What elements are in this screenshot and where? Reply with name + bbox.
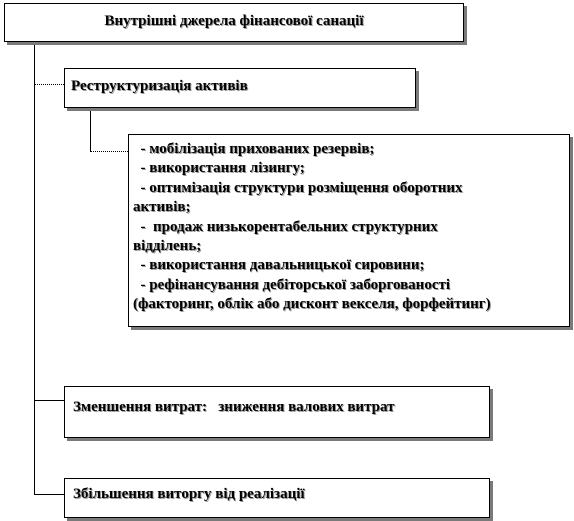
revenue-increase-label: Збільшення виторгу від реалізації xyxy=(73,486,305,502)
measure-line: - рефінансування дебіторської заборгованості xyxy=(133,276,451,293)
revenue-increase-box xyxy=(64,478,490,518)
vertical-connector-restructuring xyxy=(90,108,91,152)
connector-to-restructuring xyxy=(34,84,64,85)
measure-line: активів; xyxy=(133,199,191,216)
connector-to-revenue-increase xyxy=(34,494,64,495)
measure-line: відділень; xyxy=(133,238,202,255)
main-vertical-connector xyxy=(34,42,35,494)
title-box xyxy=(4,3,464,42)
restructuring-label: Реструктуризація активів xyxy=(71,78,248,94)
connector-to-cost-reduction xyxy=(34,400,64,401)
cost-reduction-box xyxy=(64,386,490,438)
cost-reduction-label: Зменшення витрат: зниження валових витрат xyxy=(73,399,395,415)
diagram-title: Внутрішні джерела фінансової санації xyxy=(104,13,364,29)
measure-line: (факторинг, облік або дисконт векселя, форфейтинг) xyxy=(133,296,491,313)
measure-line: - використання лізингу; xyxy=(133,160,305,177)
restructuring-measures-box xyxy=(128,134,570,327)
measure-line: - продаж низькорентабельних структурних xyxy=(133,218,438,235)
measure-line: - використання давальницької сировини; xyxy=(133,257,425,274)
measures-list xyxy=(133,140,565,315)
measure-line: - оптимізація структури розміщення оборотних xyxy=(133,179,463,196)
connector-to-measures-list xyxy=(90,151,128,152)
restructuring-box xyxy=(64,68,416,108)
measure-line: - мобілізація прихованих резервів; xyxy=(133,141,375,157)
